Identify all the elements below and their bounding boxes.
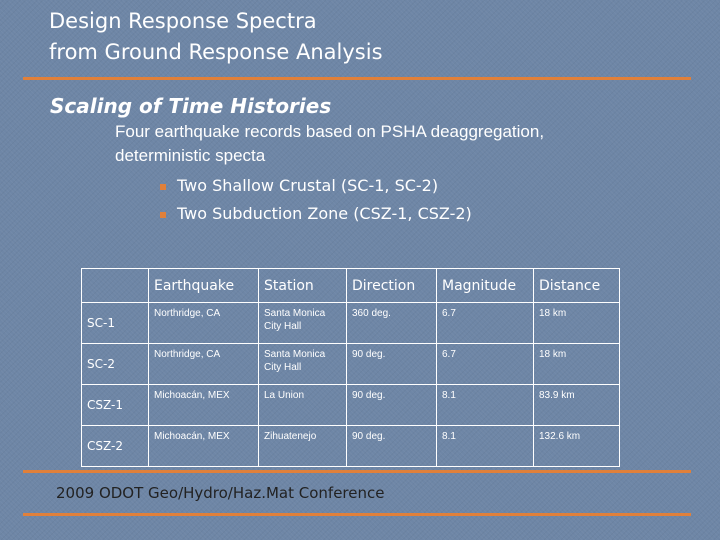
- table-row: [82, 303, 620, 344]
- distance-cell: 132.6 km: [534, 426, 620, 467]
- table-row: [82, 385, 620, 426]
- station-cell: Santa Monica City Hall: [259, 303, 347, 344]
- distance-cell: 18 km: [534, 344, 620, 385]
- square-bullet-icon: [160, 212, 166, 218]
- header-cell: Station: [259, 269, 347, 303]
- magnitude-cell: 8.1: [437, 426, 534, 467]
- header-cell: Magnitude: [437, 269, 534, 303]
- title-line-1: Design Response Spectra: [49, 9, 317, 33]
- direction-cell: 90 deg.: [347, 426, 437, 467]
- bullet-item: [160, 200, 472, 228]
- station-cell: La Union: [259, 385, 347, 426]
- title-line-2: from Ground Response Analysis: [49, 40, 383, 64]
- record-id-cell: SC-2: [82, 344, 149, 385]
- direction-cell: 90 deg.: [347, 344, 437, 385]
- magnitude-cell: 6.7: [437, 344, 534, 385]
- direction-cell: 90 deg.: [347, 385, 437, 426]
- square-bullet-icon: [160, 184, 166, 190]
- record-id-cell: CSZ-1: [82, 385, 149, 426]
- table-header-row: [82, 269, 620, 303]
- table-row: [82, 344, 620, 385]
- bullet-text: Two Shallow Crustal (SC-1, SC-2): [177, 176, 439, 195]
- earthquake-cell: Northridge, CA: [149, 344, 259, 385]
- record-id-cell: SC-1: [82, 303, 149, 344]
- bullet-list: [160, 172, 472, 228]
- header-cell: Distance: [534, 269, 620, 303]
- footer-divider-bottom: [23, 513, 691, 516]
- table-row: [82, 426, 620, 467]
- magnitude-cell: 8.1: [437, 385, 534, 426]
- record-id-cell: CSZ-2: [82, 426, 149, 467]
- earthquake-cell: Michoacán, MEX: [149, 426, 259, 467]
- header-cell: Earthquake: [149, 269, 259, 303]
- earthquake-cell: Michoacán, MEX: [149, 385, 259, 426]
- intro-text: [115, 120, 705, 168]
- footer-divider-top: [23, 470, 691, 473]
- direction-cell: 360 deg.: [347, 303, 437, 344]
- distance-cell: 83.9 km: [534, 385, 620, 426]
- earthquake-cell: Northridge, CA: [149, 303, 259, 344]
- header-cell: Direction: [347, 269, 437, 303]
- earthquake-records-table: [81, 268, 620, 467]
- footer-text: 2009 ODOT Geo/Hydro/Haz.Mat Conference: [56, 484, 385, 502]
- header-cell: [82, 269, 149, 303]
- intro-line-1: Four earthquake records based on PSHA deaggregation,: [115, 122, 545, 141]
- intro-line-2: deterministic specta: [115, 146, 266, 165]
- section-heading: Scaling of Time Histories: [50, 94, 332, 118]
- station-cell: Zihuatenejo: [259, 426, 347, 467]
- top-divider: [23, 77, 691, 80]
- station-cell: Santa Monica City Hall: [259, 344, 347, 385]
- bullet-item: [160, 172, 472, 200]
- bullet-text: Two Subduction Zone (CSZ-1, CSZ-2): [177, 204, 472, 223]
- distance-cell: 18 km: [534, 303, 620, 344]
- magnitude-cell: 6.7: [437, 303, 534, 344]
- slide-title: [49, 6, 689, 68]
